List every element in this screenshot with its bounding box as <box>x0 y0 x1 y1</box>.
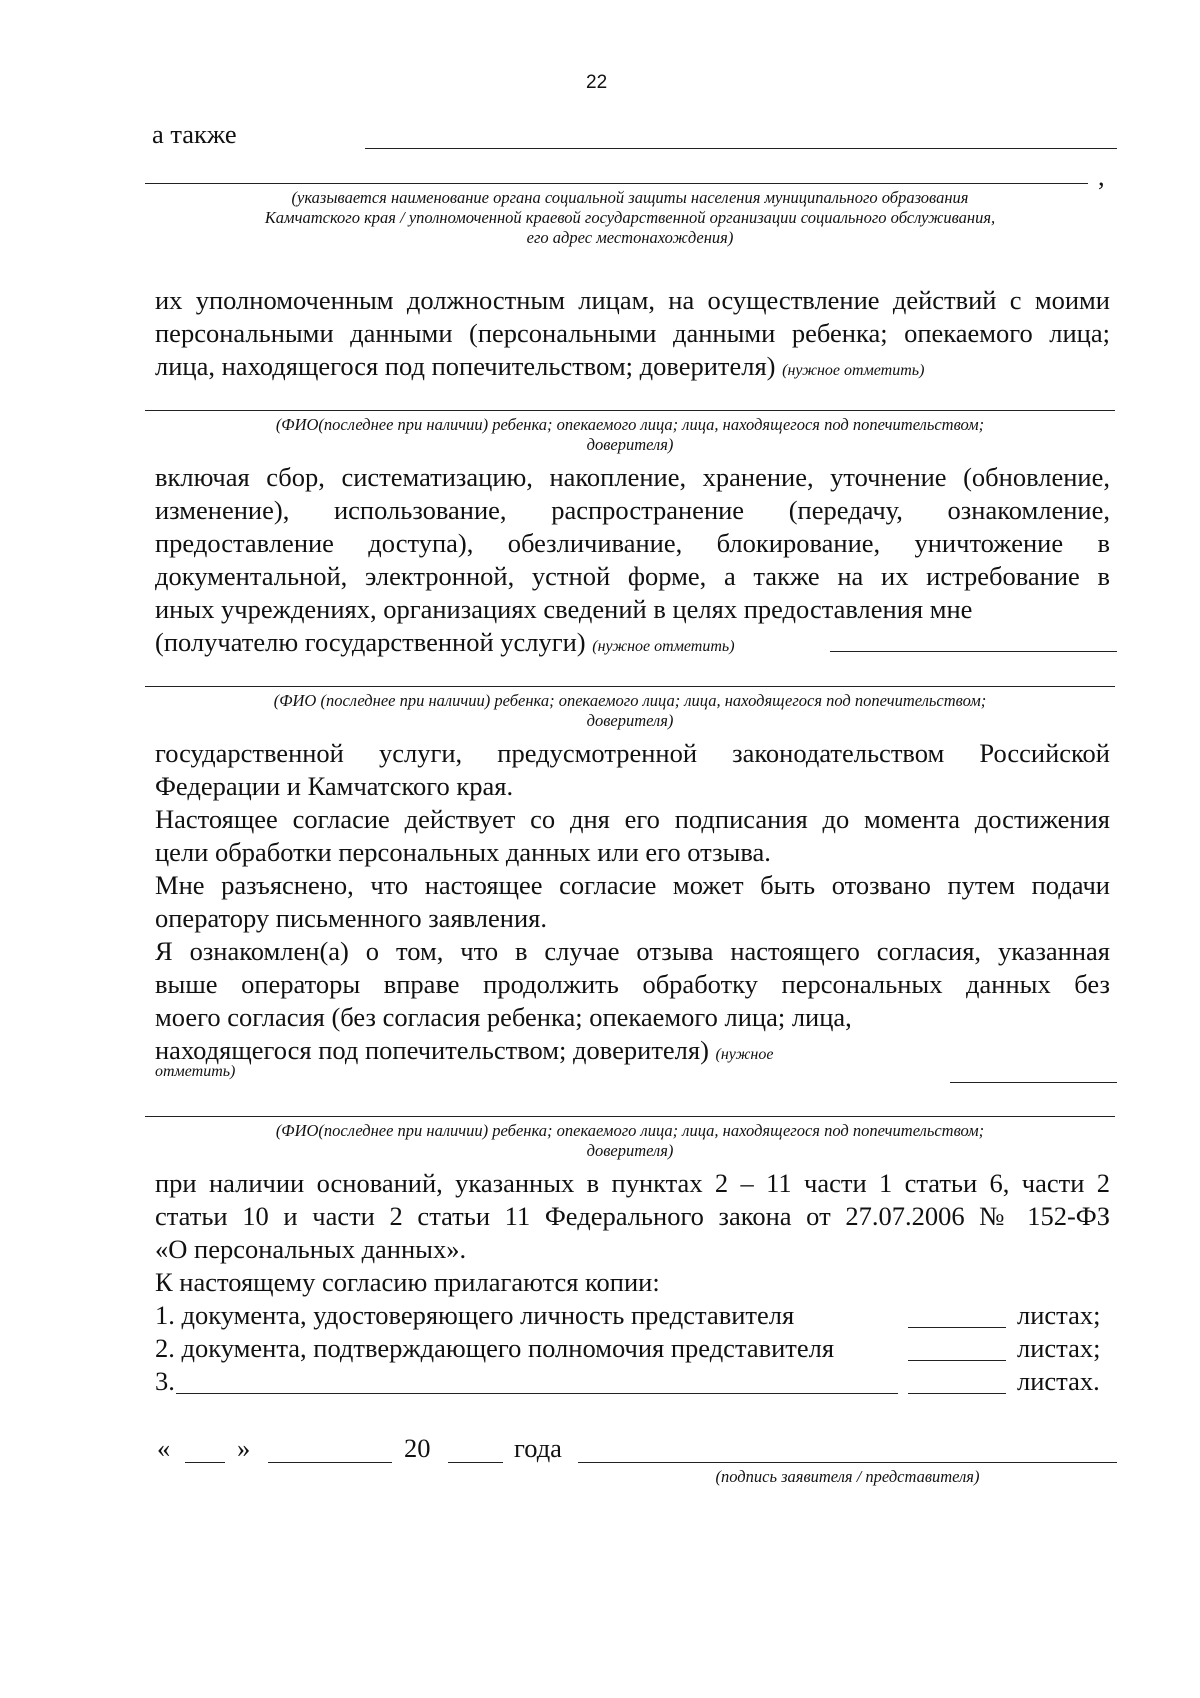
subject-caption-1 <box>145 415 1115 455</box>
date-open-quote: « <box>157 1433 171 1463</box>
organ-caption <box>145 188 1115 248</box>
attachment-1-sheets-field[interactable] <box>908 1327 1006 1328</box>
paragraph-validity <box>155 737 1110 1071</box>
signature-caption: (подпись заявителя / представителя) <box>715 1467 980 1486</box>
text-line: оператору письменного заявления. <box>155 903 547 933</box>
text-line: выше операторы вправе продолжить обработку персональных данных без <box>155 969 1110 999</box>
text-line: государственной услуги, предусмотренной законодательством Российской <box>155 738 1110 768</box>
century-label: 20 <box>404 1433 431 1463</box>
attachment-3-label: 3. <box>155 1366 175 1396</box>
text-line: находящегося под попечительством; доверителя) <box>155 1035 709 1065</box>
month-field[interactable] <box>268 1462 392 1463</box>
choose-note: (нужное отметить) <box>782 362 925 379</box>
subject-name-field-1[interactable] <box>145 410 1115 411</box>
text-line: Настоящее согласие действует со дня его подписания до момента достижения <box>155 804 1110 834</box>
caption-line: его адрес местонахождения) <box>526 228 734 247</box>
text-line: предоставление доступа), обезличивание, блокирование, уничтожение в <box>155 528 1110 558</box>
comma: , <box>1098 161 1105 191</box>
attachment-1-unit: листах; <box>1017 1300 1101 1330</box>
text-line: Федерации и Камчатского края. <box>155 771 514 801</box>
attachment-2-unit: листах; <box>1017 1333 1101 1363</box>
text-line: Мне разъяснено, что настоящее согласие может быть отозвано путем подачи <box>155 870 1110 900</box>
mark-field[interactable] <box>950 1082 1117 1083</box>
year-field[interactable] <box>448 1462 503 1463</box>
text-line: статьи 10 и части 2 статьи 11 Федерального закона от 27.07.2006 № 152-ФЗ <box>155 1201 1110 1231</box>
subject-caption-3 <box>145 1121 1115 1161</box>
day-field[interactable] <box>185 1462 225 1463</box>
choose-note-cont: отметить) <box>155 1063 236 1080</box>
paragraph-consent-intro <box>155 284 1110 387</box>
text-line: лица, находящегося под попечительством; доверителя) <box>155 351 776 381</box>
paragraph-processing-actions <box>155 461 1110 663</box>
text-line: документальной, электронной, устной форме, а также на их истребование в <box>155 561 1110 591</box>
text-line: включая сбор, систематизацию, накопление, хранение, уточнение (обновление, <box>155 462 1110 492</box>
subject-name-field-3[interactable] <box>145 1116 1115 1117</box>
organ-address-field[interactable] <box>145 183 1088 184</box>
text-line: изменение), использование, распространение (передачу, ознакомление, <box>155 495 1110 525</box>
choose-note: (нужное отметить) <box>592 638 735 655</box>
caption-line: (ФИО (последнее при наличии) ребенка; опекаемого лица; лица, находящегося под попечительством; <box>273 691 987 710</box>
caption-line: доверителя) <box>586 435 674 454</box>
text-line: их уполномоченным должностным лицам, на осуществление действий с моими <box>155 285 1110 315</box>
paragraph-legal-basis <box>155 1167 1110 1299</box>
text-line: персональными данными (персональными данными ребенка; опекаемого лица; <box>155 318 1110 348</box>
text-line: «О персональных данных». <box>155 1234 467 1264</box>
attachment-3-name-field[interactable] <box>176 1393 898 1394</box>
year-word: года <box>514 1433 562 1463</box>
recipient-field[interactable] <box>830 651 1117 652</box>
subject-name-field-2[interactable] <box>145 686 1115 687</box>
organ-name-field[interactable] <box>365 148 1117 149</box>
text-line: Я ознакомлен(а) о том, что в случае отзыва настоящего согласия, указанная <box>155 936 1110 966</box>
also-label: а также <box>152 119 237 149</box>
caption-line: доверителя) <box>586 1141 674 1160</box>
text-line: К настоящему согласию прилагаются копии: <box>155 1267 660 1297</box>
caption-line: Камчатского края / уполномоченной краевой государственной организации социального обслуживания, <box>264 208 996 227</box>
attachment-2-label: 2. документа, подтверждающего полномочия представителя <box>155 1333 835 1363</box>
choose-note: (нужное <box>715 1046 774 1063</box>
caption-line: доверителя) <box>586 711 674 730</box>
attachment-3-sheets-field[interactable] <box>908 1393 1006 1394</box>
caption-line: (ФИО(последнее при наличии) ребенка; опекаемого лица; лица, находящегося под попечительством; <box>275 1121 985 1140</box>
page-number: 22 <box>586 72 608 93</box>
caption-line: (указывается наименование органа социальной защиты населения муниципального образования <box>291 188 969 207</box>
attachment-2-sheets-field[interactable] <box>908 1360 1006 1361</box>
date-close-quote: » <box>237 1433 251 1463</box>
text-line: при наличии оснований, указанных в пунктах 2 – 11 части 1 статьи 6, части 2 <box>155 1168 1110 1198</box>
attachment-3-unit: листах. <box>1017 1366 1100 1396</box>
text-line: цели обработки персональных данных или его отзыва. <box>155 837 771 867</box>
text-line: (получателю государственной услуги) <box>155 627 586 657</box>
caption-line: (ФИО(последнее при наличии) ребенка; опекаемого лица; лица, находящегося под попечительством; <box>275 415 985 434</box>
text-line: моего согласия (без согласия ребенка; опекаемого лица; лица, <box>155 1002 852 1032</box>
attachment-1-label: 1. документа, удостоверяющего личность представителя <box>155 1300 795 1330</box>
subject-caption-2 <box>145 691 1115 731</box>
signature-field[interactable] <box>578 1462 1117 1463</box>
text-line: иных учреждениях, организациях сведений в целях предоставления мне <box>155 594 973 624</box>
